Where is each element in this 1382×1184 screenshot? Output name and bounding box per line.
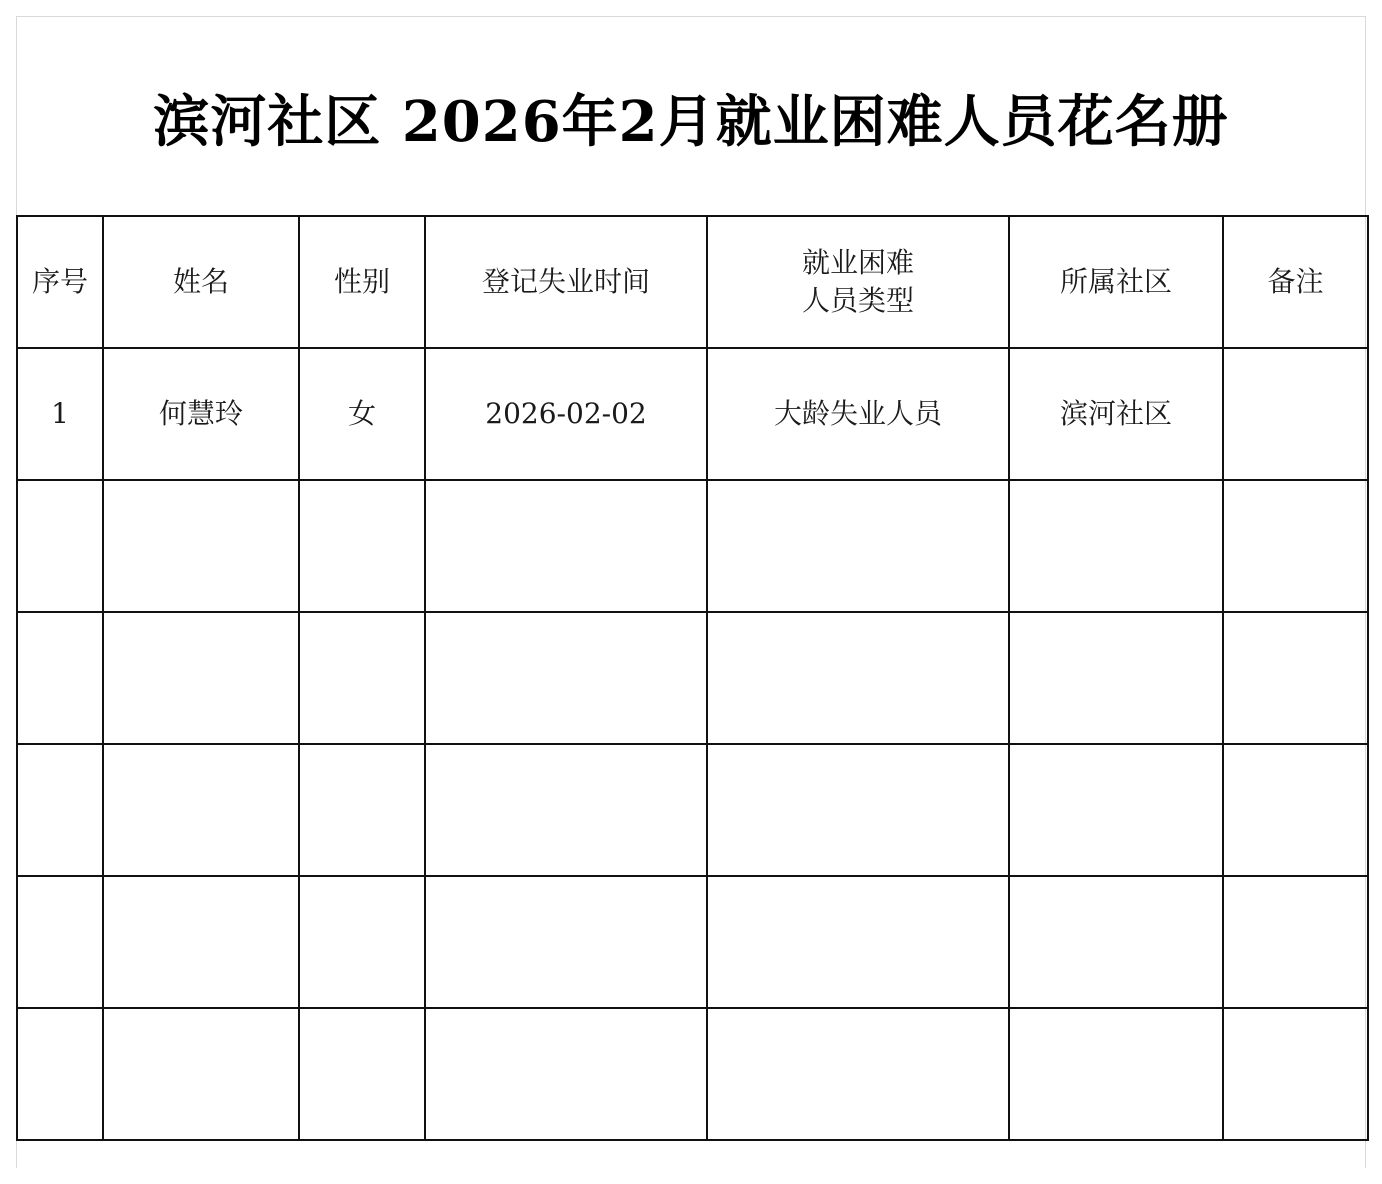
cell-gender: 女: [299, 348, 425, 480]
cell-registered-date: [425, 876, 707, 1008]
cell-community: [1009, 1008, 1223, 1140]
table-row: [17, 348, 1368, 480]
cell-registered-date: [425, 1008, 707, 1140]
header-row: [17, 216, 1368, 348]
title-band: [16, 16, 1366, 215]
cell-community: [1009, 612, 1223, 744]
cell-gender: [299, 744, 425, 876]
table-row: [17, 612, 1368, 744]
cell-name: [103, 612, 299, 744]
cell-index: [17, 612, 103, 744]
table-row: [17, 744, 1368, 876]
roster-table: [16, 215, 1369, 1141]
table-row: [17, 480, 1368, 612]
cell-gender: [299, 612, 425, 744]
header-index: 序号: [17, 216, 103, 348]
cell-type: [707, 876, 1009, 1008]
header-registered-date: 登记失业时间: [425, 216, 707, 348]
cell-type: [707, 744, 1009, 876]
cell-index: 1: [17, 348, 103, 480]
cell-community: [1009, 876, 1223, 1008]
cell-registered-date: [425, 480, 707, 612]
cell-remarks: [1223, 876, 1368, 1008]
cell-index: [17, 876, 103, 1008]
cell-index: [17, 480, 103, 612]
header-type-line2: 人员类型: [801, 284, 914, 317]
cell-index: [17, 1008, 103, 1140]
cell-remarks: [1223, 348, 1368, 480]
table-row: [17, 1008, 1368, 1140]
cell-type: [707, 1008, 1009, 1140]
cell-name: [103, 744, 299, 876]
cell-remarks: [1223, 612, 1368, 744]
cell-gender: [299, 1008, 425, 1140]
header-gender: 性别: [299, 216, 425, 348]
cell-community: [1009, 480, 1223, 612]
document-title: 滨河社区 2026年2月就业困难人员花名册: [153, 88, 1229, 155]
cell-name: [103, 876, 299, 1008]
header-community: 所属社区: [1009, 216, 1223, 348]
cell-remarks: [1223, 744, 1368, 876]
header-name: 姓名: [103, 216, 299, 348]
header-remarks: 备注: [1223, 216, 1368, 348]
cell-remarks: [1223, 1008, 1368, 1140]
cell-gender: [299, 480, 425, 612]
cell-gender: [299, 876, 425, 1008]
cell-type: [707, 480, 1009, 612]
cell-name: [103, 480, 299, 612]
cell-community: 滨河社区: [1009, 348, 1223, 480]
cell-registered-date: [425, 612, 707, 744]
cell-name: [103, 1008, 299, 1140]
cell-remarks: [1223, 480, 1368, 612]
cell-type: 大龄失业人员: [707, 348, 1009, 480]
table-row: [17, 876, 1368, 1008]
cell-index: [17, 744, 103, 876]
header-type: [707, 216, 1009, 348]
cell-registered-date: 2026-02-02: [425, 348, 707, 480]
cell-community: [1009, 744, 1223, 876]
cell-registered-date: [425, 744, 707, 876]
cell-type: [707, 612, 1009, 744]
cell-name: 何慧玲: [103, 348, 299, 480]
header-type-line1: 就业困难: [801, 246, 914, 279]
